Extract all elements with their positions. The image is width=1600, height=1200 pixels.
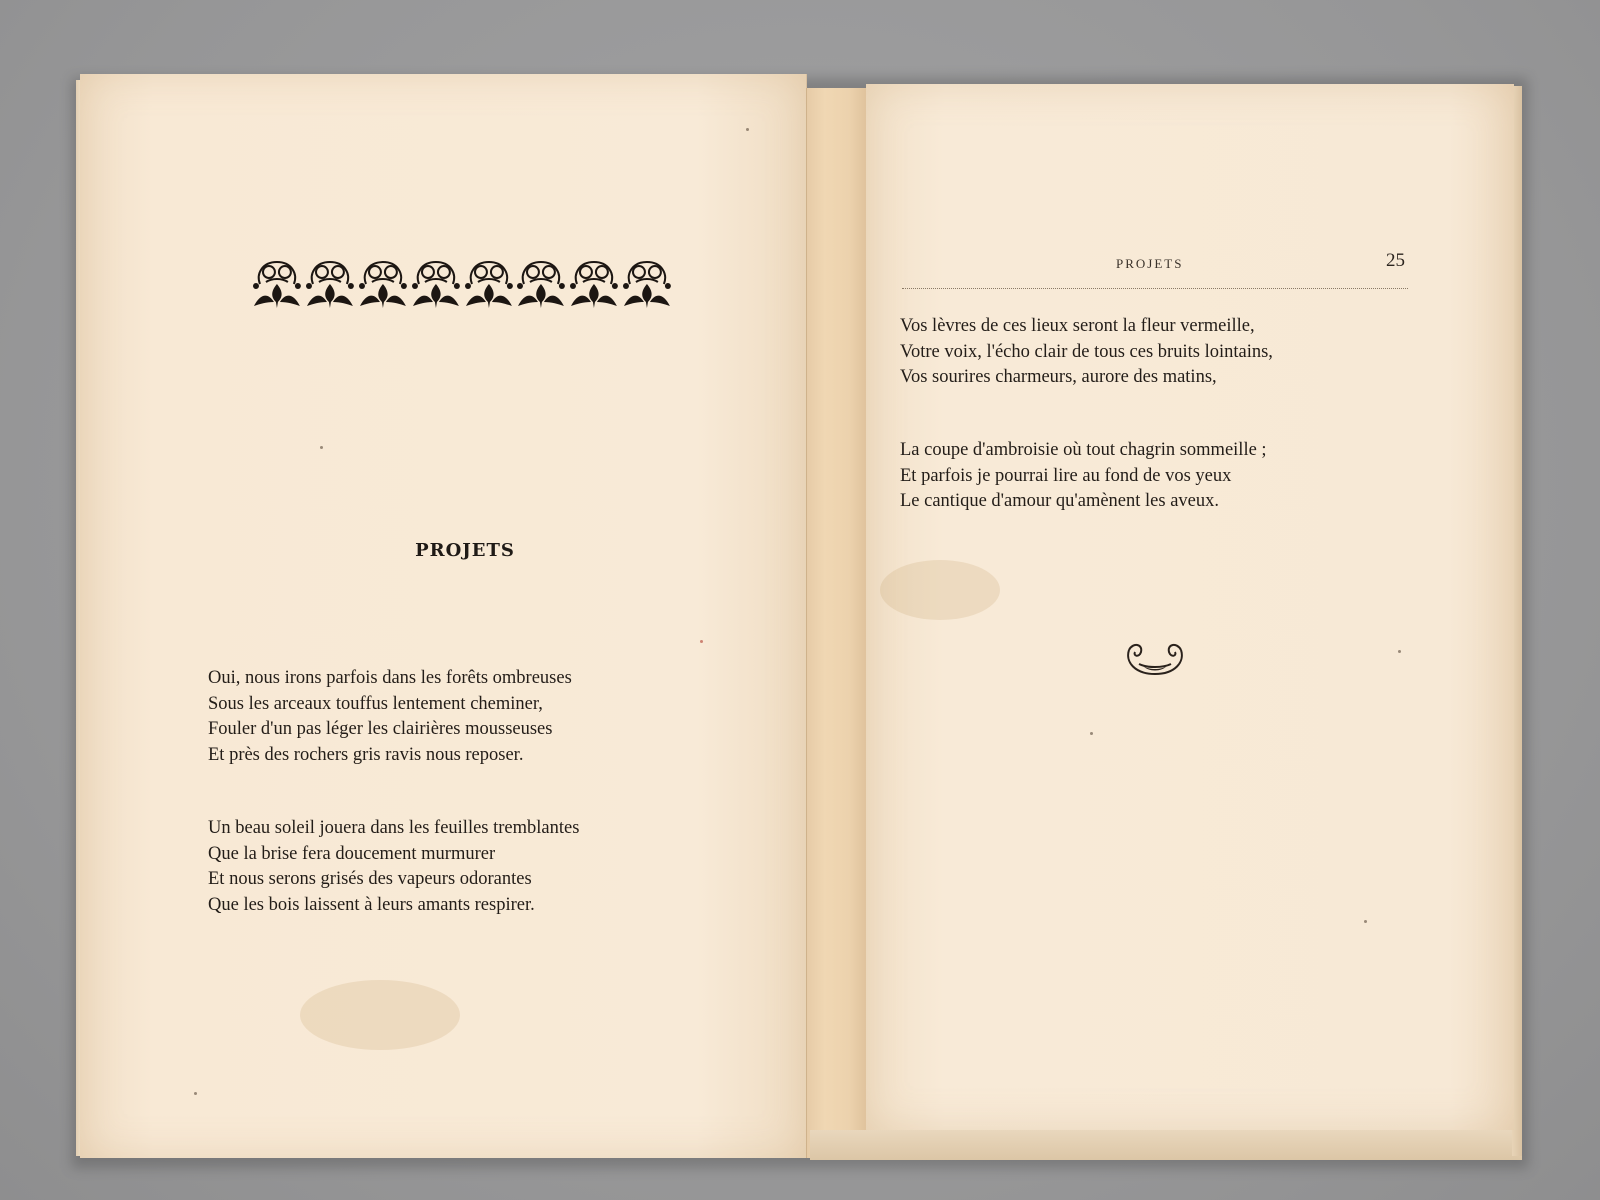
floral-ornament-icon xyxy=(516,256,566,312)
right-stanza-1 xyxy=(900,314,1273,391)
floral-ornament-icon xyxy=(464,256,514,312)
running-head: PROJETS xyxy=(1116,256,1184,271)
verse-line: La coupe d'ambroisie où tout chagrin sommeille ; xyxy=(900,440,1267,460)
left-stanza-2 xyxy=(208,816,579,918)
verse-line: Vos lèvres de ces lieux seront la fleur vermeille, xyxy=(900,316,1255,336)
right-page-bottom-edge xyxy=(810,1130,1522,1160)
verse-line: Votre voix, l'écho clair de tous ces bruits lointains, xyxy=(900,341,1273,362)
verse-line: Et nous serons grisés des vapeurs odorantes xyxy=(208,869,532,889)
header-rule xyxy=(902,288,1408,289)
floral-ornament-icon xyxy=(305,256,355,312)
verse-line: Fouler d'un pas léger les clairières mousseuses xyxy=(208,719,553,739)
left-stanza-1 xyxy=(208,666,572,768)
verse-line: Oui, nous irons parfois dans les forêts ombreuses xyxy=(208,668,572,688)
verse-line: Vos sourires charmeurs, aurore des matins, xyxy=(900,367,1217,387)
verse-line: Le cantique d'amour qu'amènent les aveux. xyxy=(900,491,1219,511)
floral-ornament-band-icon xyxy=(252,256,672,312)
verse-line: Que la brise fera doucement murmurer xyxy=(208,843,496,864)
poem-title: PROJETS xyxy=(415,540,515,561)
verse-line: Et parfois je pourrai lire au fond de vos yeux xyxy=(900,465,1232,486)
floral-ornament-icon xyxy=(569,256,619,312)
paper-speck xyxy=(320,446,323,449)
paper-stain xyxy=(880,560,1000,620)
book-gutter xyxy=(806,88,868,1158)
paper-speck xyxy=(1090,732,1093,735)
verse-line: Que les bois laissent à leurs amants respirer. xyxy=(208,894,535,915)
paper-speck xyxy=(700,640,703,643)
floral-ornament-icon xyxy=(622,256,672,312)
floral-ornament-icon xyxy=(411,256,461,312)
verse-line: Et près des rochers gris ravis nous reposer. xyxy=(208,744,524,765)
right-stanza-2 xyxy=(900,438,1267,515)
verse-line: Un beau soleil jouera dans les feuilles tremblantes xyxy=(208,818,580,838)
page-number: 25 xyxy=(1386,250,1405,271)
floral-ornament-icon xyxy=(252,256,302,312)
verse-line: Sous les arceaux touffus lentement cheminer, xyxy=(208,693,543,714)
paper-speck xyxy=(1364,920,1367,923)
paper-speck xyxy=(746,128,749,131)
tailpiece-ornament-icon xyxy=(1123,636,1187,680)
floral-ornament-icon xyxy=(358,256,408,312)
paper-stain xyxy=(300,980,460,1050)
paper-speck xyxy=(194,1092,197,1095)
paper-speck xyxy=(1398,650,1401,653)
